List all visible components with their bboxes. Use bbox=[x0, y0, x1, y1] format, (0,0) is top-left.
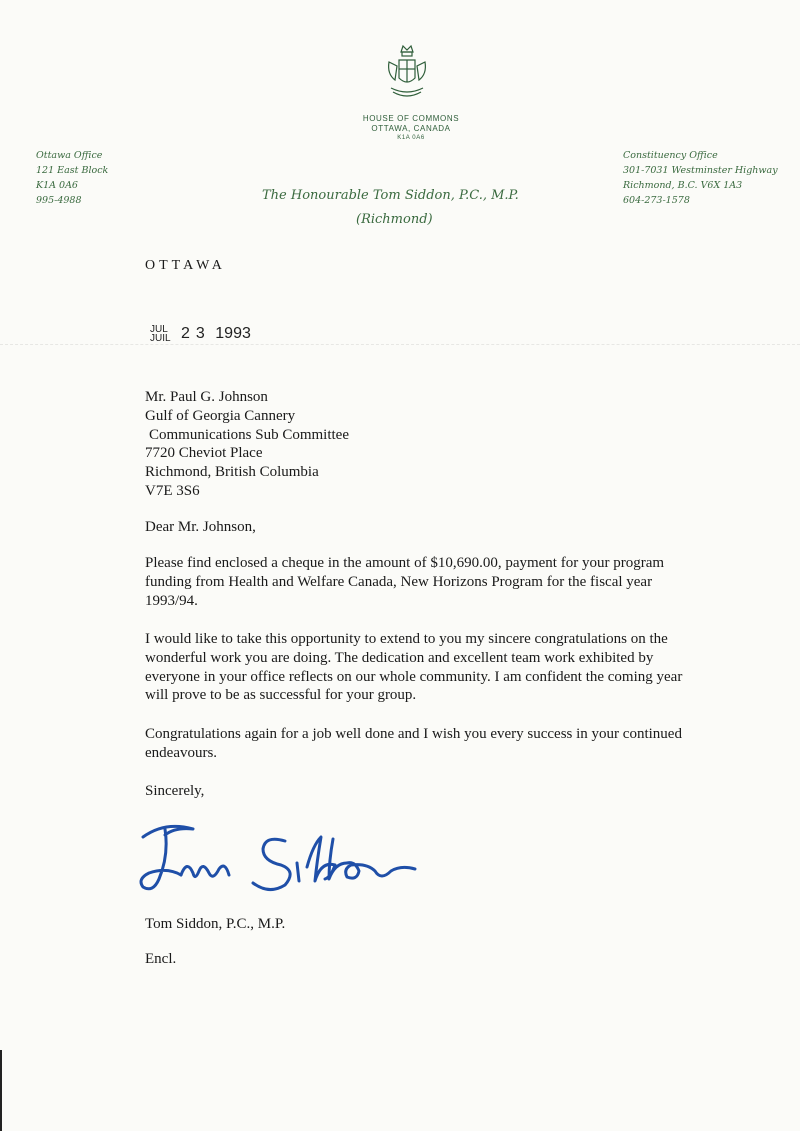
constituency-office-line1: 301-7031 Westminster Highway bbox=[623, 165, 778, 176]
constituency-office-phone: 604-273-1578 bbox=[623, 195, 690, 206]
institution-city: OTTAWA, CANADA bbox=[371, 124, 451, 133]
recipient-org: Gulf of Georgia Cannery bbox=[145, 407, 296, 424]
recipient-postal: V7E 3S6 bbox=[145, 482, 200, 499]
scan-edge-mark bbox=[0, 1050, 2, 1131]
date-stamp-months bbox=[150, 325, 171, 343]
closing: Sincerely, bbox=[145, 783, 205, 799]
handwritten-signature bbox=[135, 815, 435, 905]
recipient-street: 7720 Cheviot Place bbox=[145, 445, 263, 462]
date-stamp-month-en: JUL bbox=[150, 324, 168, 335]
salutation: Dear Mr. Johnson, bbox=[145, 519, 256, 535]
coat-of-arms-icon bbox=[383, 42, 431, 106]
date-stamp bbox=[150, 325, 251, 343]
ottawa-office-line2: K1A 0A6 bbox=[36, 180, 78, 191]
ottawa-office-title: Ottawa Office bbox=[36, 150, 103, 161]
constituency-office-line2: Richmond, B.C. V6X 1A3 bbox=[623, 180, 743, 191]
ottawa-office-block bbox=[36, 148, 108, 208]
fold-line bbox=[0, 344, 800, 345]
location-heading: OTTAWA bbox=[145, 258, 226, 273]
signatory-name: Tom Siddon, P.C., M.P. bbox=[145, 916, 286, 932]
body-paragraph-3: Congratulations again for a job well done and I wish you every success in your continued endeavours. bbox=[145, 726, 682, 761]
enclosure-note: Encl. bbox=[145, 951, 177, 967]
recipient-name: Mr. Paul G. Johnson bbox=[145, 389, 268, 405]
institution-name: HOUSE OF COMMONS bbox=[362, 114, 460, 123]
ottawa-office-phone: 995-4988 bbox=[36, 195, 82, 206]
body-paragraph-1: Please find enclosed a cheque in the amount of $10,690.00, payment for your program funding from Health and Welfare Canada, New Horizons Program for the fiscal year 1993/94. bbox=[145, 555, 665, 609]
date-stamp-day: 23 bbox=[181, 325, 211, 343]
riding-name: (Richmond) bbox=[356, 212, 433, 227]
institution-postal: K1A 0A6 bbox=[397, 135, 425, 141]
body-paragraph-2: I would like to take this opportunity to extend to you my sincere congratulations on the wonderful work you are doing. The dedication and excellent team work exhibited by everyone in your office reflects on our whole community. I am confident the coming year will prove to be as successful for your group. bbox=[145, 631, 683, 704]
member-name: The Honourable Tom Siddon, P.C., M.P. bbox=[262, 188, 519, 203]
constituency-office-block bbox=[623, 148, 778, 208]
constituency-office-title: Constituency Office bbox=[623, 150, 718, 161]
date-stamp-year: 1993 bbox=[215, 325, 251, 343]
recipient-city: Richmond, British Columbia bbox=[145, 464, 319, 481]
ottawa-office-line1: 121 East Block bbox=[36, 165, 109, 176]
recipient-dept: Communications Sub Committee bbox=[149, 426, 349, 443]
date-stamp-month-fr: JUIL bbox=[150, 333, 171, 344]
recipient-address bbox=[145, 388, 349, 501]
